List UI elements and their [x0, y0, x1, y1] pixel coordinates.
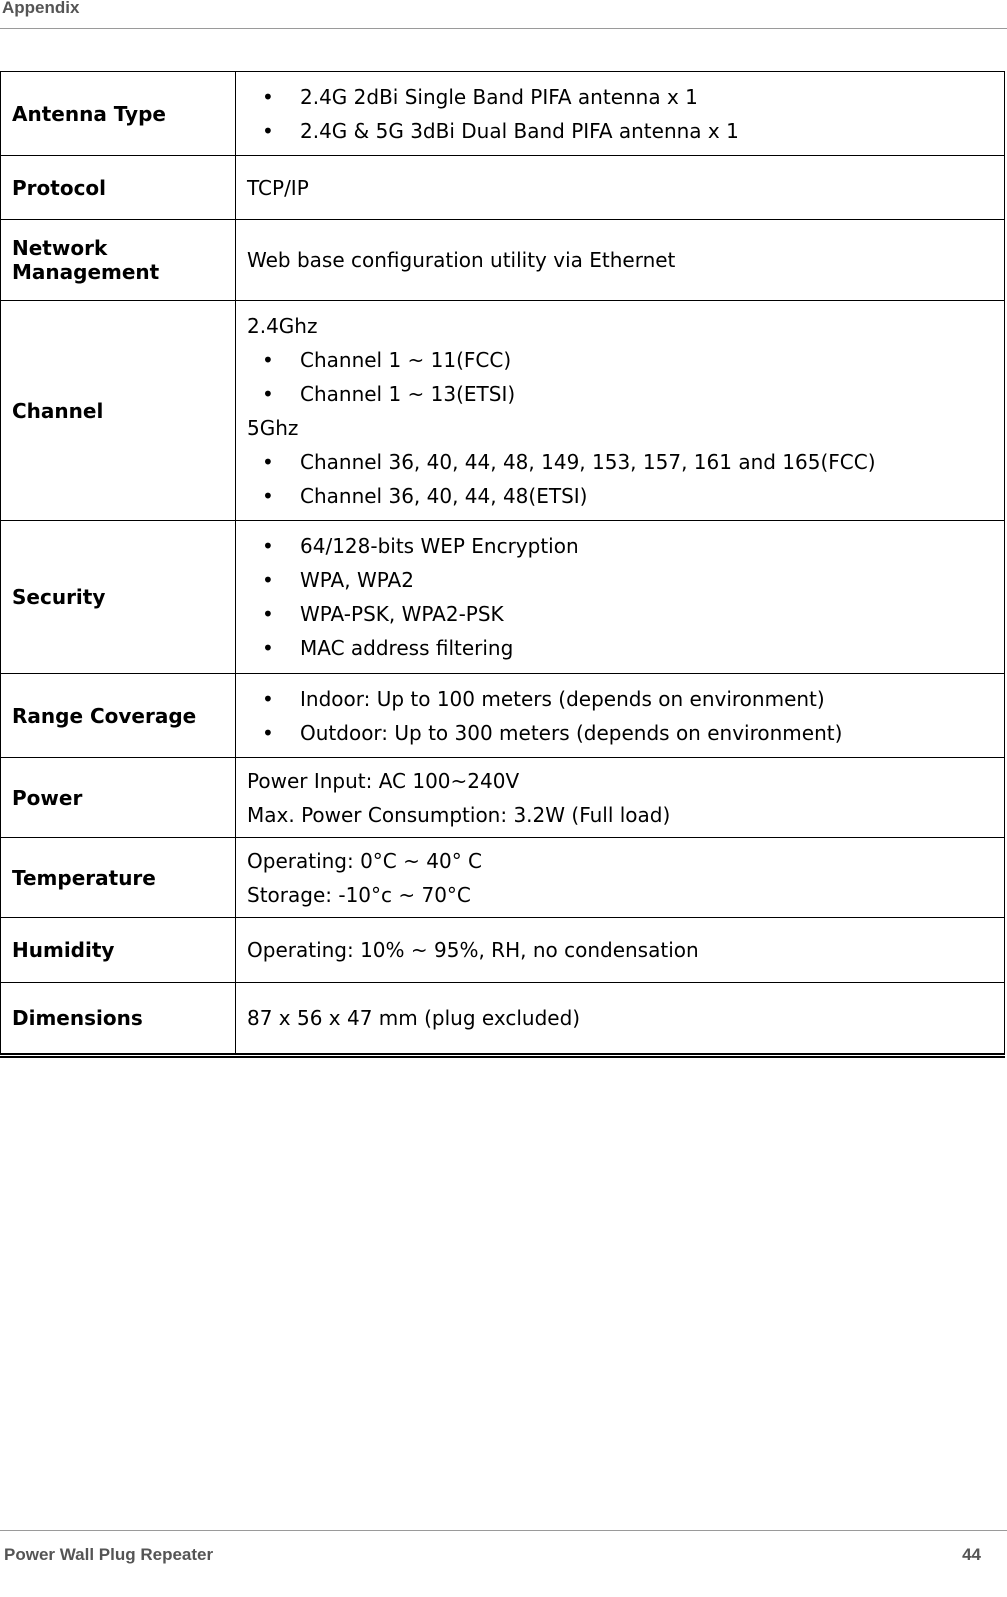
bullet-item: • WPA-PSK, WPA2-PSK: [247, 597, 1004, 631]
spec-label: Security: [1, 521, 236, 674]
bullet-item: • WPA, WPA2: [247, 563, 1004, 597]
spec-row: [1, 521, 1005, 674]
bullet-list: [247, 682, 1004, 750]
value-line: Operating: 10% ~ 95%, RH, no condensation: [247, 938, 699, 962]
value-line: Web base configuration utility via Ethernet: [247, 248, 676, 272]
spec-label: Channel: [1, 301, 236, 521]
value-line: Storage: -10°c ~ 70°C: [247, 882, 471, 907]
bullet-list: [247, 343, 1004, 411]
bullet-item: • Channel 1 ~ 11(FCC): [247, 343, 1004, 377]
bullet-item: • 64/128-bits WEP Encryption: [247, 529, 1004, 563]
spec-label: Humidity: [1, 918, 236, 983]
bullet-list: [247, 445, 1004, 513]
spec-label: Dimensions: [1, 983, 236, 1056]
bullet-list: [247, 80, 1004, 148]
value-line: 5Ghz: [247, 415, 299, 440]
footer-title: Power Wall Plug Repeater: [4, 1545, 214, 1564]
bullet-item: • 2.4G & 5G 3dBi Dual Band PIFA antenna x 1: [247, 114, 1004, 148]
spec-value: [236, 838, 1005, 918]
value-line: Operating: 0°C ~ 40° C: [247, 848, 483, 873]
value-line: TCP/IP: [247, 175, 309, 200]
value-line: 2.4Ghz: [247, 313, 318, 338]
spec-row: [1, 301, 1005, 521]
spec-label: Range Coverage: [1, 674, 236, 758]
bullet-list: [247, 529, 1004, 665]
spec-value: [236, 918, 1005, 983]
spec-label: Temperature: [1, 838, 236, 918]
spec-value: [236, 983, 1005, 1056]
bullet-item: • Outdoor: Up to 300 meters (depends on environment): [247, 716, 1004, 750]
spec-table: [0, 71, 1005, 1058]
value-line: Power Input: AC 100~240V: [247, 768, 520, 793]
bullet-item: • Channel 36, 40, 44, 48(ETSI): [247, 479, 1004, 513]
spec-row: [1, 838, 1005, 918]
bullet-item: • MAC address filtering: [247, 631, 1004, 665]
spec-label: Protocol: [1, 156, 236, 220]
spec-value: [236, 521, 1005, 674]
spec-row: [1, 220, 1005, 301]
spec-row: [1, 918, 1005, 983]
spec-row: [1, 983, 1005, 1056]
page-number: 44: [962, 1545, 981, 1564]
footer-rule: [0, 1530, 1007, 1531]
spec-table-body: [1, 72, 1005, 1056]
spec-value: [236, 220, 1005, 301]
bullet-item: • 2.4G 2dBi Single Band PIFA antenna x 1: [247, 80, 1004, 114]
spec-label: Network Management: [1, 220, 236, 301]
spec-value: [236, 156, 1005, 220]
bullet-item: • Channel 1 ~ 13(ETSI): [247, 377, 1004, 411]
spec-row: [1, 156, 1005, 220]
spec-value: [236, 301, 1005, 521]
header-title: Appendix: [2, 0, 80, 17]
spec-value: [236, 72, 1005, 156]
spec-value: [236, 758, 1005, 838]
value-line: 87 x 56 x 47 mm (plug excluded): [247, 1006, 581, 1030]
page-header: [0, 0, 1007, 29]
spec-row: [1, 758, 1005, 838]
bullet-item: • Indoor: Up to 100 meters (depends on environment): [247, 682, 1004, 716]
spec-label: Power: [1, 758, 236, 838]
value-line: Max. Power Consumption: 3.2W (Full load): [247, 802, 671, 827]
spec-row: [1, 72, 1005, 156]
spec-value: [236, 674, 1005, 758]
spec-label: Antenna Type: [1, 72, 236, 156]
bullet-item: • Channel 36, 40, 44, 48, 149, 153, 157, 161 and 165(FCC): [247, 445, 1004, 479]
spec-row: [1, 674, 1005, 758]
